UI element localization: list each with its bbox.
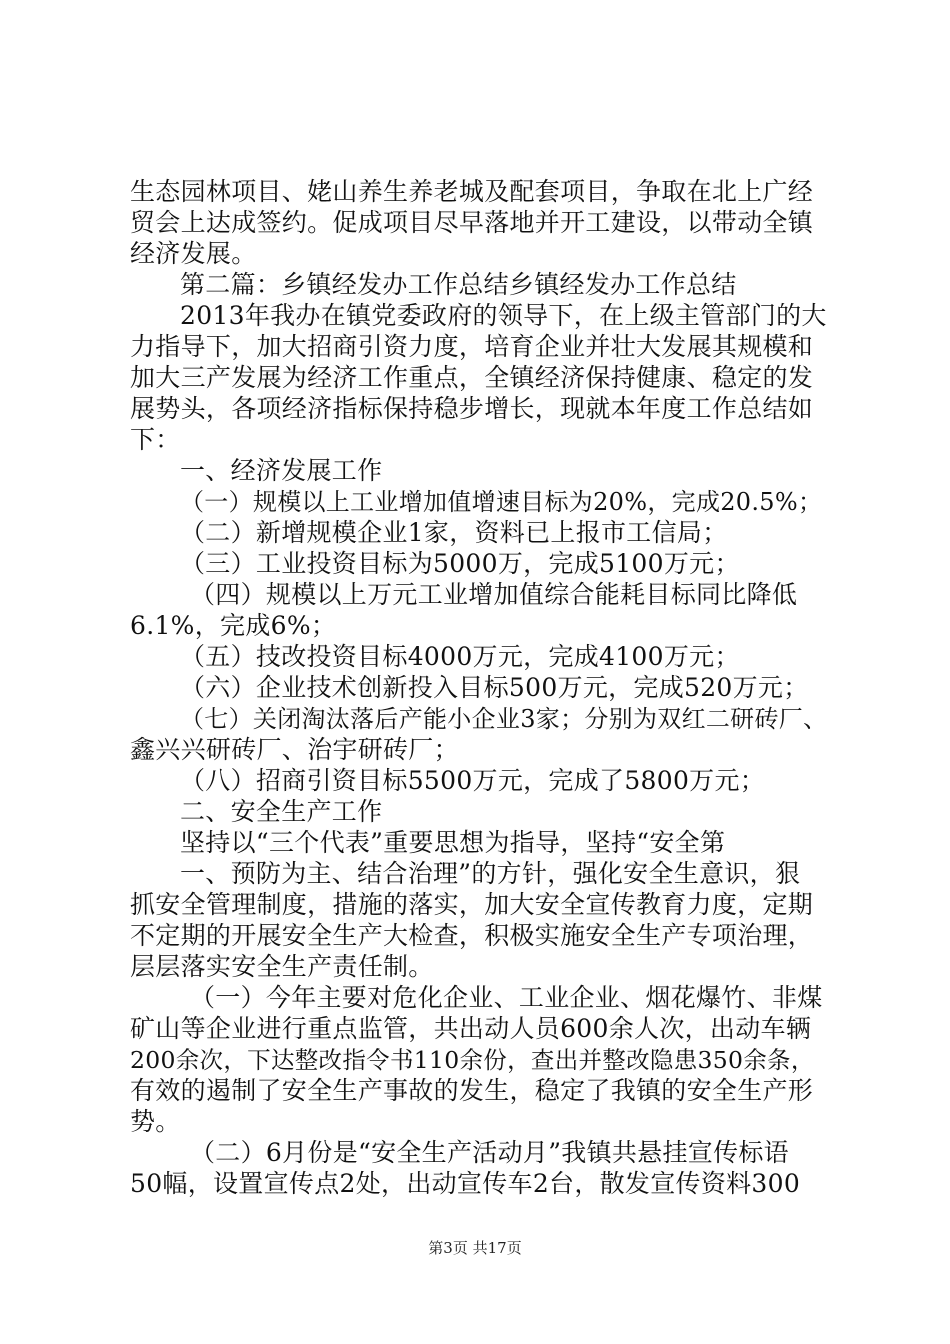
- page-number-footer: 第3页 共17页: [428, 1239, 522, 1257]
- list-item: （一）今年主要对危化企业、工业企业、烟花爆竹、非煤: [190, 983, 823, 1012]
- text-line: 鑫兴兴研砖厂、治宇研砖厂；: [130, 735, 459, 764]
- text-line: 6.1%，完成6%；: [130, 611, 337, 640]
- text-line: 不定期的开展安全生产大检查，积极实施安全生产专项治理，: [130, 921, 814, 950]
- section-heading: 第二篇：乡镇经发办工作总结乡镇经发办工作总结: [180, 270, 737, 299]
- list-item: （二）6月份是“安全生产活动月”我镇共悬挂宣传标语: [190, 1138, 789, 1167]
- text-line: 50幅，设置宣传点2处，出动宣传车2台，散发宣传资料300: [130, 1169, 801, 1198]
- text-line: 200余次，下达整改指令书110余份，查出并整改隐患350余条，: [130, 1046, 815, 1074]
- section-heading: 二、安全生产工作: [180, 797, 383, 826]
- list-item: （二）新增规模企业1家，资料已上报市工信局；: [180, 518, 728, 547]
- text-line: 一、预防为主、结合治理”的方针，强化安全生意识，狠: [180, 859, 801, 888]
- text-line: 下：: [130, 425, 181, 454]
- text-line: 加大三产发展为经济工作重点，全镇经济保持健康、稳定的发: [130, 363, 814, 392]
- text-line: 贸会上达成签约。促成项目尽早落地并开工建设，以带动全镇: [130, 208, 814, 237]
- list-item: （八）招商引资目标5500万元，完成了5800万元；: [180, 766, 766, 795]
- text-line: 经济发展。: [130, 239, 257, 268]
- text-line: 生态园林项目、姥山养生养老城及配套项目，争取在北上广经: [130, 177, 814, 206]
- text-line: 力指导下，加大招商引资力度，培育企业并壮大发展其规模和: [130, 332, 814, 361]
- text-line: 层层落实安全生产责任制。: [130, 952, 434, 981]
- list-item: （四）规模以上万元工业增加值综合能耗目标同比降低: [190, 580, 798, 609]
- list-item: （七）关闭淘汰落后产能小企业3家；分别为双红二研砖厂、: [180, 705, 828, 733]
- list-item: （一）规模以上工业增加值增速目标为20%，完成20.5%；: [180, 488, 823, 516]
- section-heading: 一、经济发展工作: [180, 456, 383, 485]
- text-line: 坚持以“三个代表”重要思想为指导，坚持“安全第: [180, 828, 726, 857]
- text-line: 2013年我办在镇党委政府的领导下，在上级主管部门的大: [180, 301, 827, 330]
- text-line: 势。: [130, 1107, 181, 1136]
- text-line: 展势头，各项经济指标保持稳步增长，现就本年度工作总结如: [130, 394, 814, 423]
- text-line: 有效的遏制了安全生产事故的发生，稳定了我镇的安全生产形: [130, 1076, 814, 1105]
- list-item: （六）企业技术创新投入目标500万元，完成520万元；: [180, 673, 809, 702]
- list-item: （三）工业投资目标为5000万，完成5100万元；: [180, 549, 740, 578]
- list-item: （五）技改投资目标4000万元，完成4100万元；: [180, 642, 740, 671]
- text-line: 抓安全管理制度，措施的落实，加大安全宣传教育力度，定期: [130, 890, 814, 919]
- text-line: 矿山等企业进行重点监管，共出动人员600余人次，出动车辆: [130, 1014, 812, 1043]
